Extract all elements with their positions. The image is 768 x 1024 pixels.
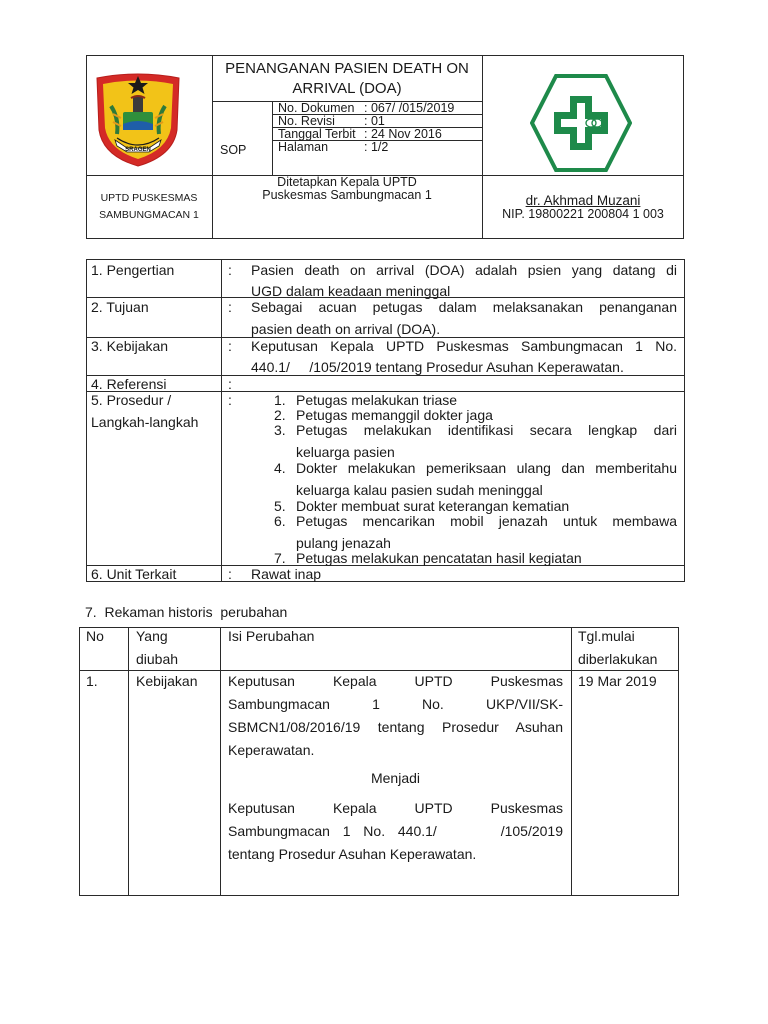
history-header-tgl-line1: Tgl.mulai	[578, 628, 635, 644]
tujuan-text-line1: Sebagai acuan petugas dalam melaksanakan penanganan	[251, 299, 677, 315]
step-number: 4.	[274, 460, 286, 476]
history-header-yang-line2: diubah	[136, 651, 179, 667]
regency-crest-logo	[93, 68, 183, 168]
isi-after-line: Sambungmacan 1 No. 440.1/ /105/2019	[228, 823, 563, 839]
row-colon: :	[228, 392, 232, 408]
isi-before-line: Keputusan Kepala UPTD Puskesmas	[228, 673, 563, 689]
isi-before-line: SBMCN1/08/2016/19 tentang Prosedur Asuhan	[228, 719, 563, 735]
history-header-yang-line1: Yang	[136, 628, 168, 644]
step-text: Dokter melakukan pemeriksaan ulang dan memberitahu	[296, 460, 677, 476]
step-text: Petugas melakukan identifikasi secara lengkap dari	[296, 422, 677, 438]
meta-value: : 067/ /015/2019	[364, 101, 455, 115]
step-text: Petugas memanggil dokter jaga	[296, 407, 493, 423]
row-label-pengertian: 1. Pengertian	[91, 262, 175, 278]
sop-title-line2: ARRIVAL (DOA)	[292, 80, 402, 97]
kebijakan-text-line1: Keputusan Kepala UPTD Puskesmas Sambungmacan 1 No.	[251, 338, 677, 354]
isi-before-line: Keperawatan.	[228, 742, 315, 758]
step-text: Petugas mencarikan mobil jenazah untuk membawa	[296, 513, 677, 529]
step-text: Petugas melakukan pencatatan hasil kegiatan	[296, 550, 582, 566]
pengertian-text-line1: Pasien death on arrival (DOA) adalah psien yang datang di	[251, 262, 677, 278]
row-label-tujuan: 2. Tujuan	[91, 299, 149, 315]
ditetapkan-line2: Puskesmas Sambungmacan 1	[262, 188, 432, 202]
sop-title-line1: PENANGANAN PASIEN DEATH ON	[225, 60, 469, 77]
row-colon: :	[228, 338, 232, 354]
kebijakan-text-line2: 440.1/ /105/2019 tentang Prosedur Asuhan Keperawatan.	[251, 359, 624, 375]
history-header-isi: Isi Perubahan	[228, 628, 315, 644]
row-label-kebijakan: 3. Kebijakan	[91, 338, 169, 354]
row-colon: :	[228, 299, 232, 315]
tujuan-text-line2: pasien death on arrival (DOA).	[251, 321, 441, 337]
puskesmas-cross-logo	[530, 74, 632, 172]
step-number: 3.	[274, 422, 286, 438]
history-header-no: No	[86, 628, 104, 644]
row-colon: :	[228, 262, 232, 278]
unit-name-line1: UPTD PUSKESMAS	[100, 192, 198, 204]
step-number: 2.	[274, 407, 286, 423]
sop-label: SOP	[220, 143, 247, 157]
step-number: 1.	[274, 392, 286, 408]
step-text: Petugas melakukan triase	[296, 392, 458, 408]
row-label-prosedur-line2: Langkah-langkah	[91, 414, 199, 430]
signer-nip: NIP. 19800221 200804 1 003	[502, 207, 664, 221]
history-row-no: 1.	[86, 673, 98, 689]
step-text-continued: keluarga pasien	[296, 444, 395, 460]
unit-terkait-value: Rawat inap	[251, 566, 322, 582]
row-label-referensi: 4. Referensi	[91, 376, 167, 392]
ditetapkan-line1: Ditetapkan Kepala UPTD	[277, 175, 417, 189]
history-row-yang: Kebijakan	[136, 673, 198, 689]
step-number: 6.	[274, 513, 286, 529]
row-label-prosedur-line1: 5. Prosedur /	[91, 392, 172, 408]
meta-value: : 1/2	[364, 140, 389, 154]
meta-label: Halaman	[278, 140, 329, 154]
step-number: 7.	[274, 550, 286, 566]
signer-name: dr. Akhmad Muzani	[525, 193, 641, 208]
meta-label: No. Revisi	[278, 114, 335, 128]
row-colon: :	[228, 376, 232, 392]
isi-after-line: tentang Prosedur Asuhan Keperawatan.	[228, 846, 477, 862]
history-header-tgl-line2: diberlakukan	[578, 651, 658, 667]
meta-value: : 24 Nov 2016	[364, 127, 442, 141]
step-number: 5.	[274, 498, 286, 514]
meta-value: : 01	[364, 114, 385, 128]
history-title: 7. Rekaman historis perubahan	[85, 604, 288, 620]
history-row-tgl: 19 Mar 2019	[578, 673, 657, 689]
logo-banner-text: SRAGEN	[125, 147, 151, 153]
row-label-unit-terkait: 6. Unit Terkait	[91, 566, 177, 582]
step-text-continued: keluarga kalau pasien sudah meninggal	[296, 482, 543, 498]
isi-menjadi: Menjadi	[370, 770, 421, 786]
isi-after-line: Keputusan Kepala UPTD Puskesmas	[228, 800, 563, 816]
step-text: Dokter membuat surat keterangan kematian	[296, 498, 570, 514]
row-colon: :	[228, 566, 232, 582]
step-text-continued: pulang jenazah	[296, 535, 391, 551]
meta-label: No. Dokumen	[278, 101, 355, 115]
unit-name-line2: SAMBUNGMACAN 1	[99, 209, 199, 221]
isi-before-line: Sambungmacan 1 No. UKP/VII/SK-	[228, 696, 563, 712]
pengertian-text-line2: UGD dalam keadaan meninggal	[251, 283, 451, 299]
meta-label: Tanggal Terbit	[278, 127, 356, 141]
